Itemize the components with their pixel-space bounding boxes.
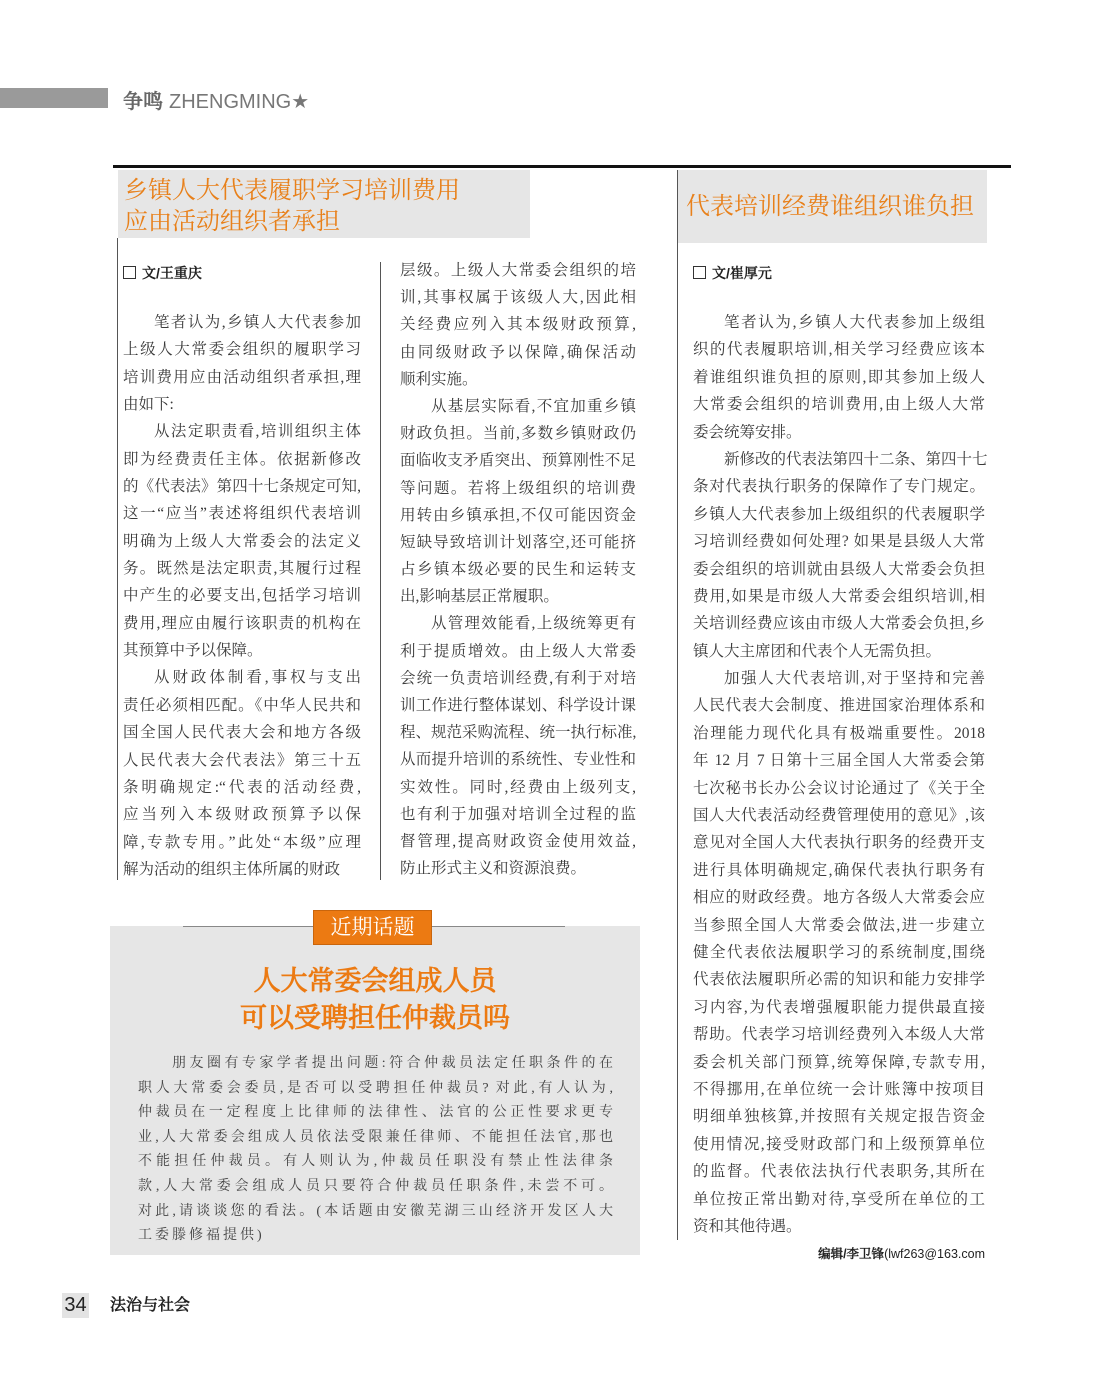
author: 文/王重庆 [142,265,202,281]
text-line: 层级。上级人大常委会组织的培 [400,262,636,279]
square-bullet-icon [123,266,136,279]
column-divider [677,170,678,1240]
left-article-column-1 [123,309,361,883]
text-line: 从而提升培训的系统性、专业性和 [400,751,636,769]
text-line: 明确为上级人大常委会的法定义 [123,532,361,550]
text-line: 其预算中予以保障。 [123,642,263,660]
text-line: 织的代表履职培训,相关学习经费应该本 [693,341,985,359]
text-line: 的《代表法》第四十七条规定可知, [123,478,361,496]
column-divider [117,238,118,880]
text-line: 大常委会组织的培训费用,由上级人大常 [693,396,985,414]
section-name-cn: 争鸣 [123,91,163,113]
text-line: 程、规范采购流程、统一执行标准, [400,724,637,742]
text-line: 当参照全国人大常委会做法,进一步建立 [693,916,985,934]
text-line: 职人大常委会委员,是否可以受聘担任仲裁员? 对此,有人认为, [138,1080,613,1096]
text-line: 委会机关部门预算,统筹保障,专款专用, [693,1053,985,1071]
text-line: 健全代表依法履职学习的系统制度,围绕 [693,943,985,961]
text-line: 从管理效能看,上级统筹更有 [431,615,636,633]
right-article-column [693,309,988,1240]
text-line: 用转由乡镇承担,不仅可能因资金 [400,506,636,524]
section-header-bar [0,88,108,108]
text-line: 工委滕修福提供) [138,1228,265,1244]
text-line: 应当列入本级财政预算予以保 [123,806,361,824]
text-line: 费用,如果是市级人大常委会组织培训,相 [693,587,985,605]
text-line: 条明确规定:“代表的活动经费, [123,778,361,796]
text-line: 资和其他待遇。 [693,1217,802,1235]
text-line: 短缺导致培训计划落空,还可能挤 [400,533,636,551]
text-line: 对此,请谈谈您的看法。(本话题由安徽芜湖三山经济开发区人大 [138,1203,613,1219]
topic-tag: 近期话题 [313,910,432,945]
text-line: 习内容,为代表增强履职能力提供最直接 [693,998,985,1016]
text-line: 即为经费责任主体。依据新修改 [123,450,361,468]
text-line: 治理能力现代化具有极端重要性。2018 [693,724,985,742]
byline [123,263,202,283]
topic-body [138,1052,613,1249]
text-line: 笔者认为,乡镇人大代表参加上级组 [724,314,985,331]
text-line: 习培训经费如何处理? 如果是县级人大常 [693,533,985,551]
text-line: 费用,理应由履行该职责的机构在 [123,614,361,632]
text-line: 占乡镇本级必要的民生和运转支 [400,561,636,579]
text-line: 人民代表大会制度、推进国家治理体系和 [693,697,985,715]
top-rule [113,165,1011,168]
text-line: 防止形式主义和资源浪费。 [400,860,587,878]
text-line: 面临收支矛盾突出、预算刚性不足 [400,452,636,470]
text-line: 务。既然是法定职责,其履行过程 [123,560,361,578]
text-line: 训,其事权属于该级人大,因此相 [400,289,636,307]
byline [693,263,772,283]
editor-email: (lwf263@163.com [884,1247,985,1261]
text-line: 培训费用应由活动组织者承担,理 [123,368,361,386]
text-line: 出,影响基层正常履职。 [400,588,559,606]
text-line: 年 12 月 7 日第十三届全国人大常委会第 [693,752,985,770]
section-name-en: ZHENGMING★ [169,91,310,113]
text-line: 训工作进行整体谋划、科学设计课 [400,697,636,714]
text-line: 这一“应当”表述将组织代表培训 [123,505,361,523]
text-line: 实效性。同时,经费由上级列支, [400,778,636,796]
text-line: 等问题。若将上级组织的培训费 [400,479,636,497]
text-line: 关经费应列入其本级财政预算, [400,316,636,334]
text-line: 从法定职责看,培训组织主体 [154,423,361,441]
text-line: 中产生的必要支出,包括学习培训 [123,587,361,605]
text-line: 代表依法履职所必需的知识和能力安排学 [693,971,985,989]
text-line: 乡镇人大代表参加上级组织的代表履职学 [693,505,985,523]
text-line: 委会统筹安排。 [693,423,802,441]
text-line: 会统一负责培训经费,有利于对培 [400,669,636,687]
text-line: 朋友圈有专家学者提出问题:符合仲裁员法定任职条件的在 [172,1056,613,1071]
text-line: 财政负担。当前,多数乡镇财政仍 [400,425,636,443]
square-bullet-icon [693,266,706,279]
text-line: 从财政体制看,事权与支出 [154,669,361,687]
text-line: 业,人大常委会组成人员依法受限兼任律师、不能担任法官,那也 [138,1129,613,1145]
title-line: 可以受聘担任仲裁员吗 [240,1003,510,1033]
right-article-title: 代表培训经费谁组织谁负担 [678,170,987,243]
text-line: 由如下: [123,396,174,414]
title-line: 应由活动组织者承担 [124,208,340,235]
text-line: 七次秘书长办公会议讨论通过了《关于全 [693,779,985,797]
text-line: 意见对全国人大代表执行职务的经费开支 [693,834,985,852]
text-line: 单位按正常出勤对待,享受所在单位的工 [693,1190,985,1208]
magazine-name: 法治与社会 [110,1297,191,1314]
editor-name: 编辑/李卫锋 [818,1247,885,1261]
text-line: 顺利实施。 [400,370,478,388]
text-line: 解为活动的组织主体所属的财政 [123,860,341,878]
text-line: 条对代表执行职务的保障作了专门规定。 [693,478,985,496]
text-line: 相应的财政经费。地方各级人大常委会应 [693,889,985,907]
text-line: 不能担任仲裁员。有人则认为,仲裁员任职没有禁止性法律条 [138,1154,613,1170]
topic-title [110,963,640,1037]
text-line: 由同级财政予以保障,确保活动 [400,343,636,361]
text-line: 障,专款专用。”此处“本级”应理 [123,833,361,851]
text-line: 款,人大常委会组成人员只要符合仲裁员任职条件,未尝不可。 [138,1178,613,1194]
editor-credit [818,1244,985,1262]
text-line: 不得挪用,在单位统一会计账簿中按项目 [693,1080,985,1098]
title-line: 人大常委会组成人员 [253,966,497,996]
text-line: 进行具体明确规定,确保代表执行职务有 [693,861,985,879]
text-line: 关培训经费应该由市级人大常委会负担,乡 [693,615,985,633]
text-line: 国人大代表活动经费管理使用的意见》,该 [693,807,985,825]
text-line: 从基层实际看,不宜加重乡镇 [431,397,636,415]
text-line: 委会组织的培训就由县级人大常委会负担 [693,560,985,578]
text-line: 仲裁员在一定程度上比律师的法律性、法官的公正性要求更专 [138,1105,613,1121]
author: 文/崔厚元 [712,265,772,281]
column-divider [380,262,381,880]
text-line: 的监督。代表依法执行代表职务,其所在 [693,1163,985,1181]
text-line: 上级人大常委会组织的履职学习 [123,341,361,359]
text-line: 责任必须相匹配。《中华人民共和 [123,696,361,714]
text-line: 也有利于加强对培训全过程的监 [400,805,636,823]
text-line: 帮助。代表学习培训经费列入本级人大常 [693,1026,985,1044]
left-article-column-2 [400,257,636,882]
text-line: 笔者认为,乡镇人大代表参加 [154,314,361,331]
text-line: 着谁组织谁负担的原则,即其参加上级人 [693,368,985,386]
title-line: 乡镇人大代表履职学习培训费用 [124,177,460,204]
text-line: 利于提质增效。由上级人大常委 [400,642,636,660]
left-article-title [118,170,530,238]
section-header [123,85,309,114]
text-line: 人民代表大会代表法》第三十五 [123,751,361,769]
text-line: 使用情况,接受财政部门和上级预算单位 [693,1135,985,1153]
text-line: 加强人大代表培训,对于坚持和完善 [724,670,985,688]
text-line: 督管理,提高财政资金使用效益, [400,832,636,850]
text-line: 镇人大主席团和代表个人无需负担。 [693,642,942,660]
text-line: 明细单独核算,并按照有关规定报告资金 [693,1108,985,1126]
text-line: 新修改的代表法第四十二条、第四十七 [724,450,988,468]
text-line: 国全国人民代表大会和地方各级 [123,724,361,742]
page-number: 34 [62,1293,89,1318]
